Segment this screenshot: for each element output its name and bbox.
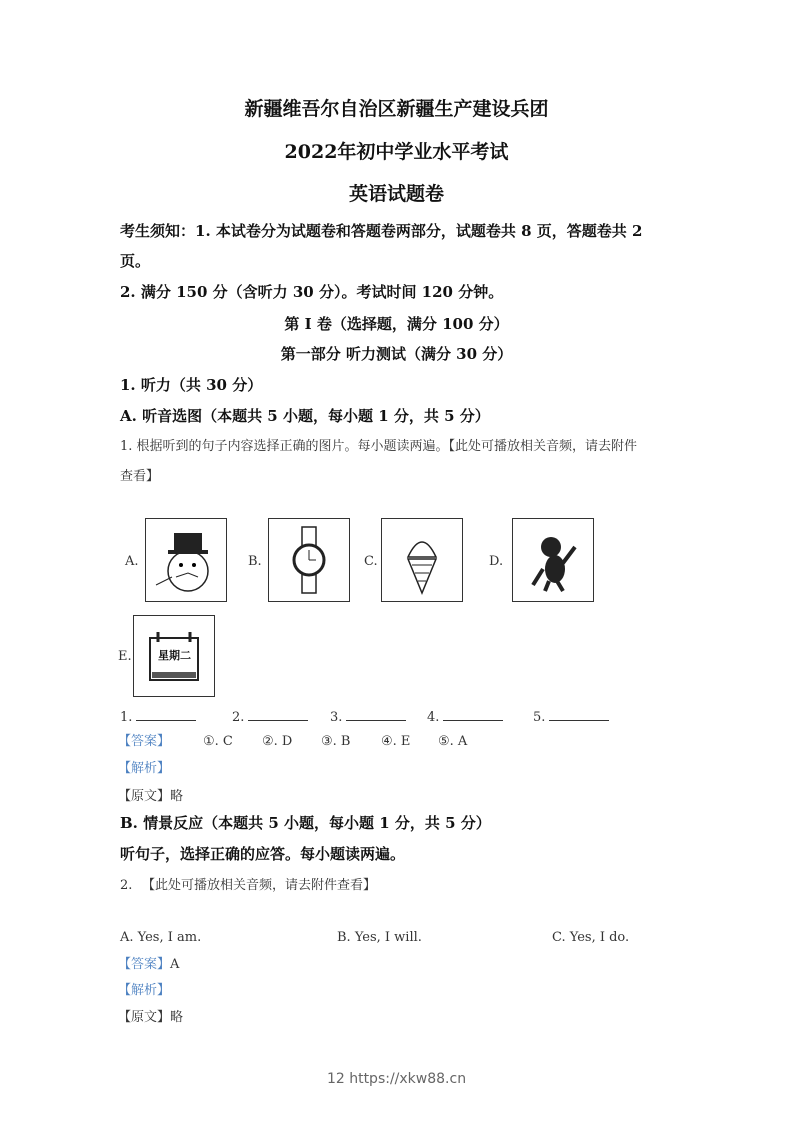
page-footer: 12 https://xkw88.cn bbox=[326, 1071, 467, 1087]
q1-instruction-cont: 查看】 bbox=[120, 469, 160, 484]
notice-line1: 考生须知：1. 本试卷分为试题卷和答题卷两部分，试题卷共 8 页，答题卷共 2 bbox=[120, 222, 643, 240]
title-line2: 2022年初中学业水平考试 bbox=[284, 141, 509, 163]
analysis-tag: 【解析】 bbox=[118, 761, 171, 776]
volume-heading: 第 I 卷（选择题，满分 100 分） bbox=[284, 315, 509, 333]
pic-label-c: C. bbox=[364, 554, 378, 569]
answer-3: ③. B bbox=[321, 734, 351, 749]
pic-label-e: E. bbox=[118, 649, 132, 664]
blank-label: 2. bbox=[232, 710, 245, 725]
section-b-instruction: 听句子，选择正确的应答。每小题读两遍。 bbox=[120, 845, 406, 863]
q2-analysis-tag: 【解析】 bbox=[118, 983, 171, 998]
pic-label-a: A. bbox=[125, 554, 139, 569]
blank-5[interactable] bbox=[533, 710, 609, 724]
q2-option-c: C. Yes, I do. bbox=[552, 930, 630, 945]
answer-tag: 【答案】 bbox=[118, 957, 171, 972]
boy-with-hat-icon bbox=[145, 518, 227, 602]
part-heading: 第一部分 听力测试（满分 30 分） bbox=[280, 345, 513, 363]
watch-icon bbox=[268, 518, 350, 602]
title-line3: 英语试题卷 bbox=[348, 183, 444, 205]
q2-audio-note: 【此处可播放相关音频，请去附件查看】 bbox=[142, 878, 377, 893]
calendar-text: 星期二 bbox=[158, 649, 191, 662]
answer-1: ①. C bbox=[203, 734, 233, 749]
notice-line3: 2. 满分 150 分（含听力 30 分）。考试时间 120 分钟。 bbox=[120, 283, 504, 301]
q2-number: 2. bbox=[120, 878, 133, 893]
q2-original-text: 【原文】略 bbox=[118, 1010, 184, 1025]
section-b-heading: B. 情景反应（本题共 5 小题，每小题 1 分，共 5 分） bbox=[120, 814, 491, 832]
q2-option-a: A. Yes, I am. bbox=[120, 930, 202, 945]
answer-5: ⑤. A bbox=[438, 734, 468, 749]
answer-tag: 【答案】 bbox=[118, 734, 171, 749]
answer-2: ②. D bbox=[262, 734, 293, 749]
listening-heading: 1. 听力（共 30 分） bbox=[120, 376, 263, 394]
section-a-heading: A. 听音选图（本题共 5 小题，每小题 1 分，共 5 分） bbox=[120, 407, 490, 425]
pic-label-b: B. bbox=[248, 554, 262, 569]
blank-label: 4. bbox=[427, 710, 440, 725]
ice-cream-icon bbox=[381, 518, 463, 602]
answer-4: ④. E bbox=[381, 734, 411, 749]
blank-2[interactable] bbox=[232, 710, 308, 724]
pic-label-d: D. bbox=[489, 554, 504, 569]
title-line1: 新疆维吾尔自治区新疆生产建设兵团 bbox=[244, 98, 549, 120]
calendar-icon bbox=[133, 615, 215, 697]
blank-3[interactable] bbox=[330, 710, 406, 724]
blank-label: 5. bbox=[533, 710, 546, 725]
original-text: 【原文】略 bbox=[118, 789, 184, 804]
blank-label: 3. bbox=[330, 710, 343, 725]
q1-instruction: 1. 根据听到的句子内容选择正确的图片。每小题读两遍。【此处可播放相关音频，请去附件 bbox=[120, 439, 638, 454]
answer-value: A bbox=[170, 957, 180, 972]
blank-1[interactable] bbox=[120, 710, 196, 724]
notice-line2: 页。 bbox=[120, 252, 151, 270]
q2-option-b: B. Yes, I will. bbox=[337, 930, 422, 945]
q2-answer bbox=[118, 958, 179, 971]
blank-label: 1. bbox=[120, 710, 133, 725]
blank-4[interactable] bbox=[427, 710, 503, 724]
monkey-icon bbox=[512, 518, 594, 602]
